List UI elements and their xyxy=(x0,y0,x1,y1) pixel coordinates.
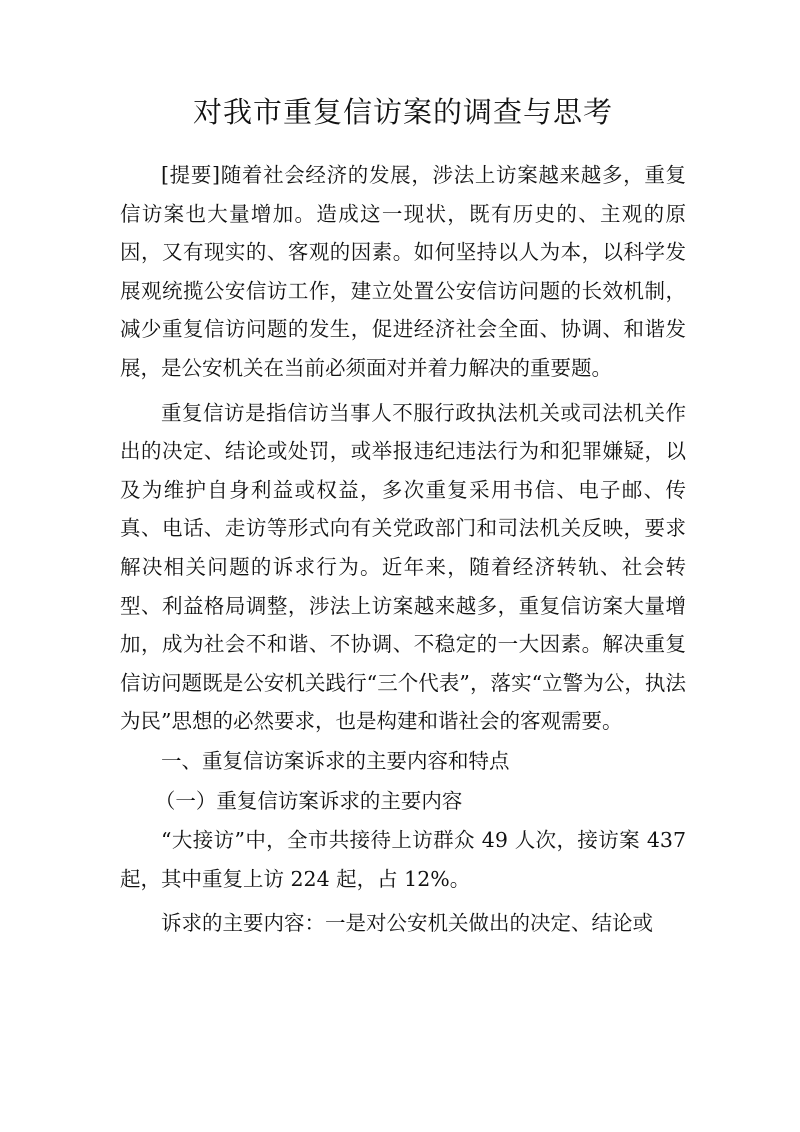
document-title: 对我市重复信访案的调查与思考 xyxy=(192,95,613,129)
subsection-heading: （一）重复信访案诉求的主要内容 xyxy=(154,788,463,813)
abstract-paragraph: [提要]随着社会经济的发展，涉法上访案越来越多，重复信访案也大量增加。造成这一现状，既有历史的、主观的原因，又有现实的、客观的因素。如何坚持以人为本，以科学发展观统揽公安信访工作，建立处置公安信访问题的长效机制，减少重复信访问题的发生，促进经济社会全面、协调、和谐发展，是公安机关在当前必须面对并着力解决的重要题。 xyxy=(120,163,686,380)
section-heading: 一、重复信访案诉求的主要内容和特点 xyxy=(161,748,510,773)
document-page xyxy=(120,92,686,943)
body-paragraph: 重复信访是指信访当事人不服行政执法机关或司法机关作出的决定、结论或处罚，或举报违纪违法行为和犯罪嫌疑，以及为维护自身利益或权益，多次重复采用书信、电子邮、传真、电话、走访等形式向有关党政部门和司法机关反映，要求解决相关问题的诉求行为。近年来，随着经济转轨、社会转型、利益格局调整，涉法上访案越来越多，重复信访案大量增加，成为社会不和谐、不协调、不稳定的一大因素。解决重复信访问题既是公安机关践行“三个代表”，落实“立警为公，执法为民”思想的必然要求，也是构建和谐社会的客观需要。 xyxy=(120,400,686,734)
body-paragraph: 诉求的主要内容：一是对公安机关做出的决定、结论或 xyxy=(161,911,653,936)
body-paragraph: “大接访”中，全市共接待上访群众 49 人次，接访案 437 起，其中重复上访 224 起，占 12%。 xyxy=(120,827,686,891)
